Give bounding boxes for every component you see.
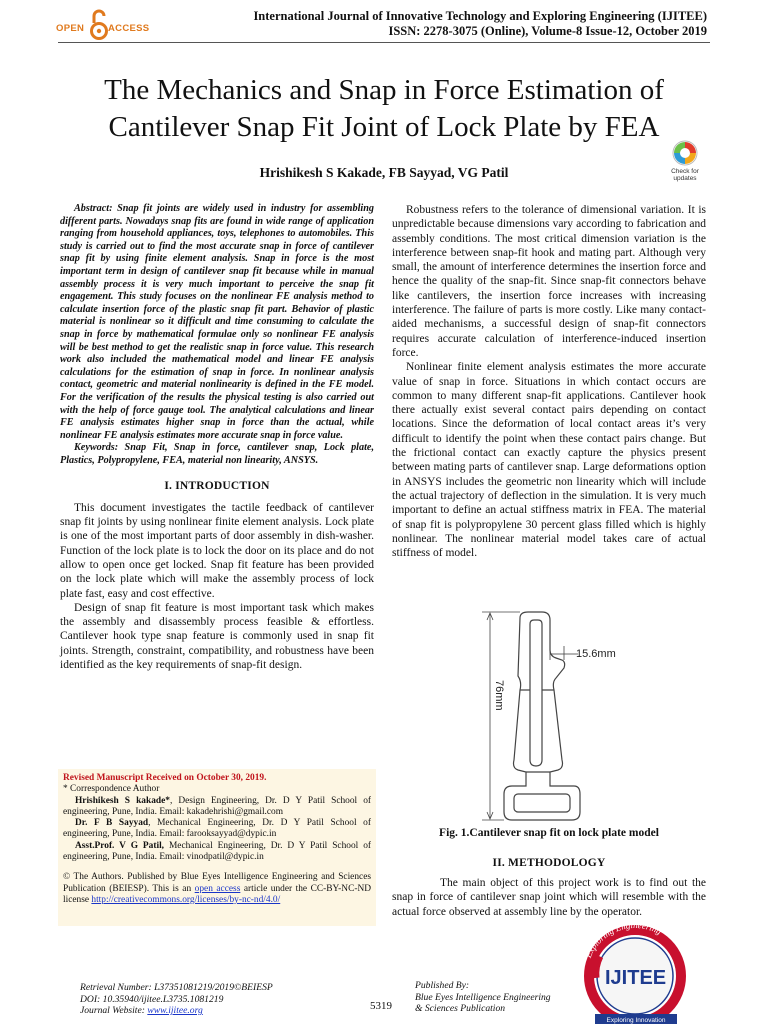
title-line-2: Cantilever Snap Fit Joint of Lock Plate by FEA	[108, 111, 660, 143]
snap-fit-figure	[470, 610, 670, 825]
intro-paragraph-1: This document investigates the tactile feedback of cantilever snap fit joints by using nonlinear finite element analysis. Lock plate is one of the most important parts of door assembly in dish-washer. Function of the lock plate is to lock the door on its place and do not allow to open once get locked. Snap fit feature has been provided on the lock plate which will make the assembly process of lock plate fast, easy and cost effective.	[60, 501, 374, 600]
abstract-text: : Snap fit joints are widely used in industry for assembling different parts. Nowadays snap fits are found in wide range of application ranging from household appliances, toys, telephones to automobiles. This study is carried out to find the most accurate snap in force of cantilever snap fit by using finite element analysis. Snap in force is the most important term in design of cantilever snap fit because while in manual assembly process it is very much important to perceive the snap fit engagement. This study focuses on the nonlinear FE analysis method to calculate insertion force of the plastic snap fit part. Behavior of plastic material is nonlinear so it difficult and time consuming to calculate the snap in force by mathematical formulae only so nonlinear FE analysis will be best method to get the realistic snap in force value. This research work also included the mathematical model and linear FE analysis calculations for the estimation of snap in force. In nonlinear analysis contact, geometric and material nonlinearity is defined in the FE model. For the verification of the results the physical testing is also carried out with the help of force gauge tool. The analytical calculations and linear FE analysis estimates higher snap in force than the actual, while nonlinear FE analysis estimates more accurate snap in force value.	[60, 203, 374, 441]
header-rule	[58, 42, 710, 43]
keywords: Keywords: Snap Fit, Snap in force, cantilever snap, Lock plate, Plastics, Polypropylene, FEA, material non linearity, ANSYS.	[60, 442, 374, 466]
section-heading-methodology: II. METHODOLOGY	[492, 857, 606, 869]
check-updates-label: Check for updates	[671, 168, 699, 182]
left-column	[60, 203, 374, 672]
license-link[interactable]: http://creativecommons.org/licenses/by-nc-nd/4.0/	[91, 894, 281, 905]
abstract	[60, 203, 374, 442]
footer-left	[80, 982, 273, 1017]
copyright-notice: © The Authors. Published by Blue Eyes Intelligence Engineering and Sciences Publication (BEIESP). This is an open access article under the CC-BY-NC-ND license http://creativecommons.org/licenses/by-nc-nd/4.0/	[63, 872, 371, 905]
ijitee-seal-icon	[565, 916, 707, 1024]
abstract-label: Abstract	[74, 203, 110, 214]
height-dimension-label: 76mm	[493, 680, 505, 711]
right-column	[392, 203, 706, 560]
methodology-section	[392, 857, 706, 919]
logo-ring-text: Exploring Engineering	[583, 919, 664, 960]
page-number: 5319	[370, 1000, 392, 1012]
open-access-link[interactable]: open access	[194, 883, 241, 894]
open-access-logo	[56, 9, 156, 43]
width-dimension-label: 15.6mm	[576, 648, 616, 660]
footer-publisher: Published By: Blue Eyes Intelligence Engineering & Sciences Publication	[415, 980, 551, 1015]
manuscript-notes-box	[58, 769, 376, 926]
robustness-paragraph: Robustness refers to the tolerance of dimensional variation. It is unpredictable because dimensions vary according to fabrication and assembly conditions. The most critical dimension variation is the interference between snap-fit hook and mating part. Although very small, the amount of interference determines the insertion force and hence the quality of the snap-fit. Since snap-fit connectors behave like cantilevers, the insertion force increases with increasing interference. The failure of parts is more costly. Like many contact-aided mechanisms, a successful design of snap-fit connectors requires accurate calculation of interference-induced insertion force.	[392, 204, 706, 359]
issn-line: ISSN: 2278-3075 (Online), Volume-8 Issue-12, October 2019	[388, 24, 707, 38]
logo-tagline: Exploring Innovation	[606, 1017, 666, 1024]
open-access-left-label: OPEN	[56, 23, 85, 34]
intro-paragraph-2: Design of snap fit feature is most important task which makes the assembly and disassembly process feasible & effortless. Cantilever hook type snap feature is commonly used in snap fit joints. Strength, constraint, compatibility, and robustness have been identified as the key requirements of snap-fit design.	[60, 601, 374, 672]
ijitee-logo	[565, 916, 707, 1024]
open-access-right-label: ACCESS	[108, 23, 150, 34]
author-list: Hrishikesh S Kakade, FB Sayyad, VG Patil	[259, 165, 509, 180]
doi: DOI: 10.35940/ijitee.L3735.1081219	[80, 993, 224, 1005]
author-affiliation-2: Dr. F B Sayyad, Mechanical Engineering, Dr. D Y Patil School of engineering, Pune, India. Email: farooksayyad@dypic.in	[63, 818, 371, 840]
check-updates-icon	[664, 140, 706, 168]
logo-wordmark: IJITEE	[605, 967, 667, 989]
check-for-updates-badge[interactable]	[664, 140, 706, 188]
journal-header	[253, 9, 707, 39]
journal-name: International Journal of Innovative Technology and Exploring Engineering (IJITEE)	[253, 9, 707, 23]
correspondence-note: * Correspondence Author	[63, 784, 160, 795]
snap-fit-drawing	[470, 610, 670, 825]
section-heading-introduction: I. INTRODUCTION	[164, 480, 270, 493]
revised-date: Revised Manuscript Received on October 30, 2019.	[63, 773, 267, 783]
title-line-1: The Mechanics and Snap in Force Estimation of	[104, 74, 664, 106]
methodology-paragraph: The main object of this project work is to find out the snap in force of cantilever snap joint which will resemble with the actual force observed at assembly line by the operator.	[392, 877, 706, 918]
nonlinear-fea-paragraph: Nonlinear finite element analysis estimates the more accurate value of snap in force. Situations in which contact occurs are common to many different snap-fit applications. Cantilever hook there actually exist several contact pairs depending on contact locations. Since the deformation of local contact areas it’s very difficult to identify the point when these contact pairs change. But the frictional contact can exactly capture the physics present between mating parts of cantilever snap. Large deformations option in ANSYS includes the geometric non linearity which will include the actual trajectory of deflection in the simulation. It is very much important to define an actual stiffness matrix in FEA. The material of snap fit is polypropylene 30 percent glass filled which is highly nonlinear. The nonlinear material model takes care of actual stiffness of model.	[392, 361, 706, 560]
journal-website: Journal Website: www.ijitee.org	[80, 1005, 203, 1017]
paper-title	[60, 72, 708, 146]
author-affiliation-3: Asst.Prof. V G Patil, Mechanical Engineering, Dr. D Y Patil School of engineering, Pune, India. Email: vinodpatil@dypic.in	[63, 840, 371, 863]
retrieval-number: Retrieval Number: L37351081219/2019©BEIESP	[80, 982, 273, 993]
website-link[interactable]: www.ijitee.org	[147, 1005, 203, 1017]
author-affiliation-1: Hrishikesh S kakade*, Design Engineering, Dr. D Y Patil School of engineering, Pune, India. Email: kakadehrishi@gmail.com	[63, 795, 372, 817]
figure-caption: Fig. 1.Cantilever snap fit on lock plate model	[439, 827, 659, 839]
open-lock-icon	[90, 9, 108, 41]
